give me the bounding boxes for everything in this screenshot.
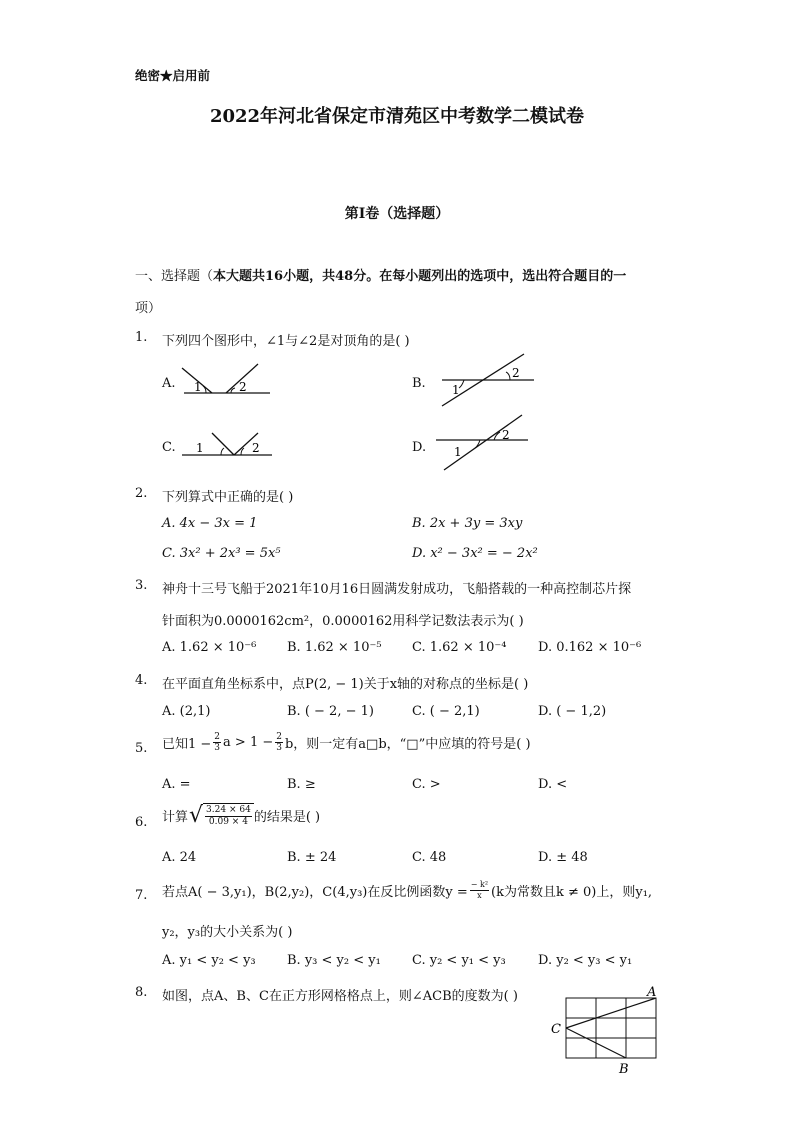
q5-text-c: b，则一定有a□b，“□”中应填的符号是( ) <box>284 737 531 752</box>
q5-frac2-den: 3 <box>276 743 282 753</box>
page-title: 2022年河北省保定市清苑区中考数学二模试卷 <box>209 106 585 127</box>
q4-option-b: B. ( − 2, − 1) <box>287 704 374 719</box>
q1-a-angle2: 2 <box>239 380 247 394</box>
q7-frac-den: x <box>477 891 482 900</box>
q5-fraction-1 <box>213 732 221 753</box>
q1-text: 下列四个图形中，∠1与∠2是对顶角的是( ) <box>162 334 410 349</box>
q8-text: 如图，点A、B、C在正方形网格格点上，则∠ACB的度数为( ) <box>162 989 518 1004</box>
q3-option-b: B. 1.62 × 10⁻⁵ <box>287 640 382 655</box>
q5-option-d: D. < <box>538 777 568 792</box>
q4-number: 4. <box>135 673 148 688</box>
q6-frac-num: 3.24 × 64 <box>206 805 251 815</box>
q7-text-b: (k为常数且k ≠ 0)上，则y₁, <box>491 885 653 900</box>
q6-option-d: D. ± 48 <box>538 850 588 865</box>
q7-text-line1 <box>162 880 652 901</box>
q7-text-line2: y₂，y₃的大小关系为( ) <box>162 925 293 940</box>
q6-option-a: A. 24 <box>162 850 197 865</box>
q1-option-b-label: B. <box>412 376 426 391</box>
q1-b-angle1: 1 <box>452 383 460 397</box>
q7-option-b: B. y₃ < y₂ < y₁ <box>287 953 381 968</box>
q3-text-line1: 神舟十三号飞船于2021年10月16日圆满发射成功，飞船搭载的一种高控制芯片探 <box>162 582 632 597</box>
q1-option-d-label: D. <box>412 440 427 455</box>
q1-option-a-label: A. <box>162 376 176 391</box>
q5-option-a: A. = <box>162 777 191 792</box>
q5-text-b: a > 1 − <box>223 735 274 750</box>
section-heading-line1 <box>135 265 626 284</box>
q6-text-a: 计算 <box>162 810 189 825</box>
section-heading-line2: 项） <box>135 301 162 316</box>
q6-option-b: B. ± 24 <box>287 850 337 865</box>
q2-option-c: C. 3x² + 2x³ = 5x⁵ <box>162 546 281 561</box>
section-heading-prefix: 一、选择题（ <box>135 269 214 284</box>
sqrt-icon: √ <box>189 802 204 828</box>
q2-option-d: D. x² − 3x² = − 2x² <box>412 546 538 561</box>
q1-c-angle1: 1 <box>196 441 204 455</box>
q1-figure-a <box>178 358 278 400</box>
q5-fraction-2 <box>275 732 283 753</box>
q4-option-a: A. (2,1) <box>162 704 211 719</box>
q8-number: 8. <box>135 985 148 1000</box>
q4-text: 在平面直角坐标系中，点P(2, − 1)关于x轴的对称点的坐标是( ) <box>162 677 529 692</box>
q7-fraction <box>470 880 489 901</box>
q5-frac1-num: 2 <box>214 732 221 742</box>
q5-text <box>162 732 531 753</box>
q1-figure-d <box>432 412 542 474</box>
q6-number: 6. <box>135 815 148 830</box>
q8-point-b: B <box>619 1062 629 1076</box>
q7-text-a: 若点A( − 3,y₁)，B(2,y₂)，C(4,y₃)在反比例函数y = <box>162 885 468 900</box>
q3-text-line2: 针面积为0.0000162cm²，0.0000162用科学记数法表示为( ) <box>162 614 524 629</box>
q3-number: 3. <box>135 578 148 593</box>
section-heading-bold: 本大题共16小题，共48分。在每小题列出的选项中，选出符合题目的一 <box>213 269 627 284</box>
q4-option-c: C. ( − 2,1) <box>412 704 480 719</box>
volume-title: 第I卷（选择题） <box>344 206 450 222</box>
q5-number: 5. <box>135 741 148 756</box>
q2-number: 2. <box>135 486 148 501</box>
q5-text-a: 已知1 − <box>162 737 212 752</box>
q1-figure-b <box>432 352 542 408</box>
q1-c-angle2: 2 <box>252 441 260 455</box>
q8-grid-figure <box>548 984 664 1076</box>
q5-option-c: C. > <box>412 777 441 792</box>
q6-text <box>162 803 320 828</box>
q6-radicand <box>203 803 254 828</box>
q5-option-b: B. ≥ <box>287 777 316 792</box>
q1-d-angle2: 2 <box>502 428 510 442</box>
q8-point-a: A <box>647 985 657 1000</box>
q7-option-d: D. y₂ < y₃ < y₁ <box>538 953 633 968</box>
q1-number: 1. <box>135 330 148 345</box>
q1-figure-c <box>178 430 278 460</box>
q6-option-c: C. 48 <box>412 850 447 865</box>
q7-option-a: A. y₁ < y₂ < y₃ <box>162 953 256 968</box>
q7-number: 7. <box>135 888 148 903</box>
q3-option-a: A. 1.62 × 10⁻⁶ <box>162 640 257 655</box>
q3-option-c: C. 1.62 × 10⁻⁴ <box>412 640 507 655</box>
q6-text-b: 的结果是( ) <box>253 810 321 825</box>
q2-option-b: B. 2x + 3y = 3xy <box>412 516 523 531</box>
q7-option-c: C. y₂ < y₁ < y₃ <box>412 953 506 968</box>
q1-b-angle2: 2 <box>512 366 520 380</box>
q1-a-angle1: 1 <box>194 380 202 394</box>
q7-frac-num: − k² <box>470 880 489 889</box>
secret-label: 绝密★启用前 <box>135 68 211 83</box>
q2-text: 下列算式中正确的是( ) <box>162 490 294 505</box>
q4-option-d: D. ( − 1,2) <box>538 704 607 719</box>
q5-frac2-num: 2 <box>276 732 282 742</box>
q1-option-c-label: C. <box>162 440 176 455</box>
q2-option-a: A. 4x − 3x = 1 <box>162 516 258 531</box>
q8-point-c: C <box>551 1022 561 1037</box>
q6-frac-den: 0.09 × 4 <box>208 817 248 827</box>
q3-option-d: D. 0.162 × 10⁻⁶ <box>538 640 642 655</box>
q1-d-angle1: 1 <box>454 445 462 459</box>
q5-frac1-den: 3 <box>214 743 221 753</box>
